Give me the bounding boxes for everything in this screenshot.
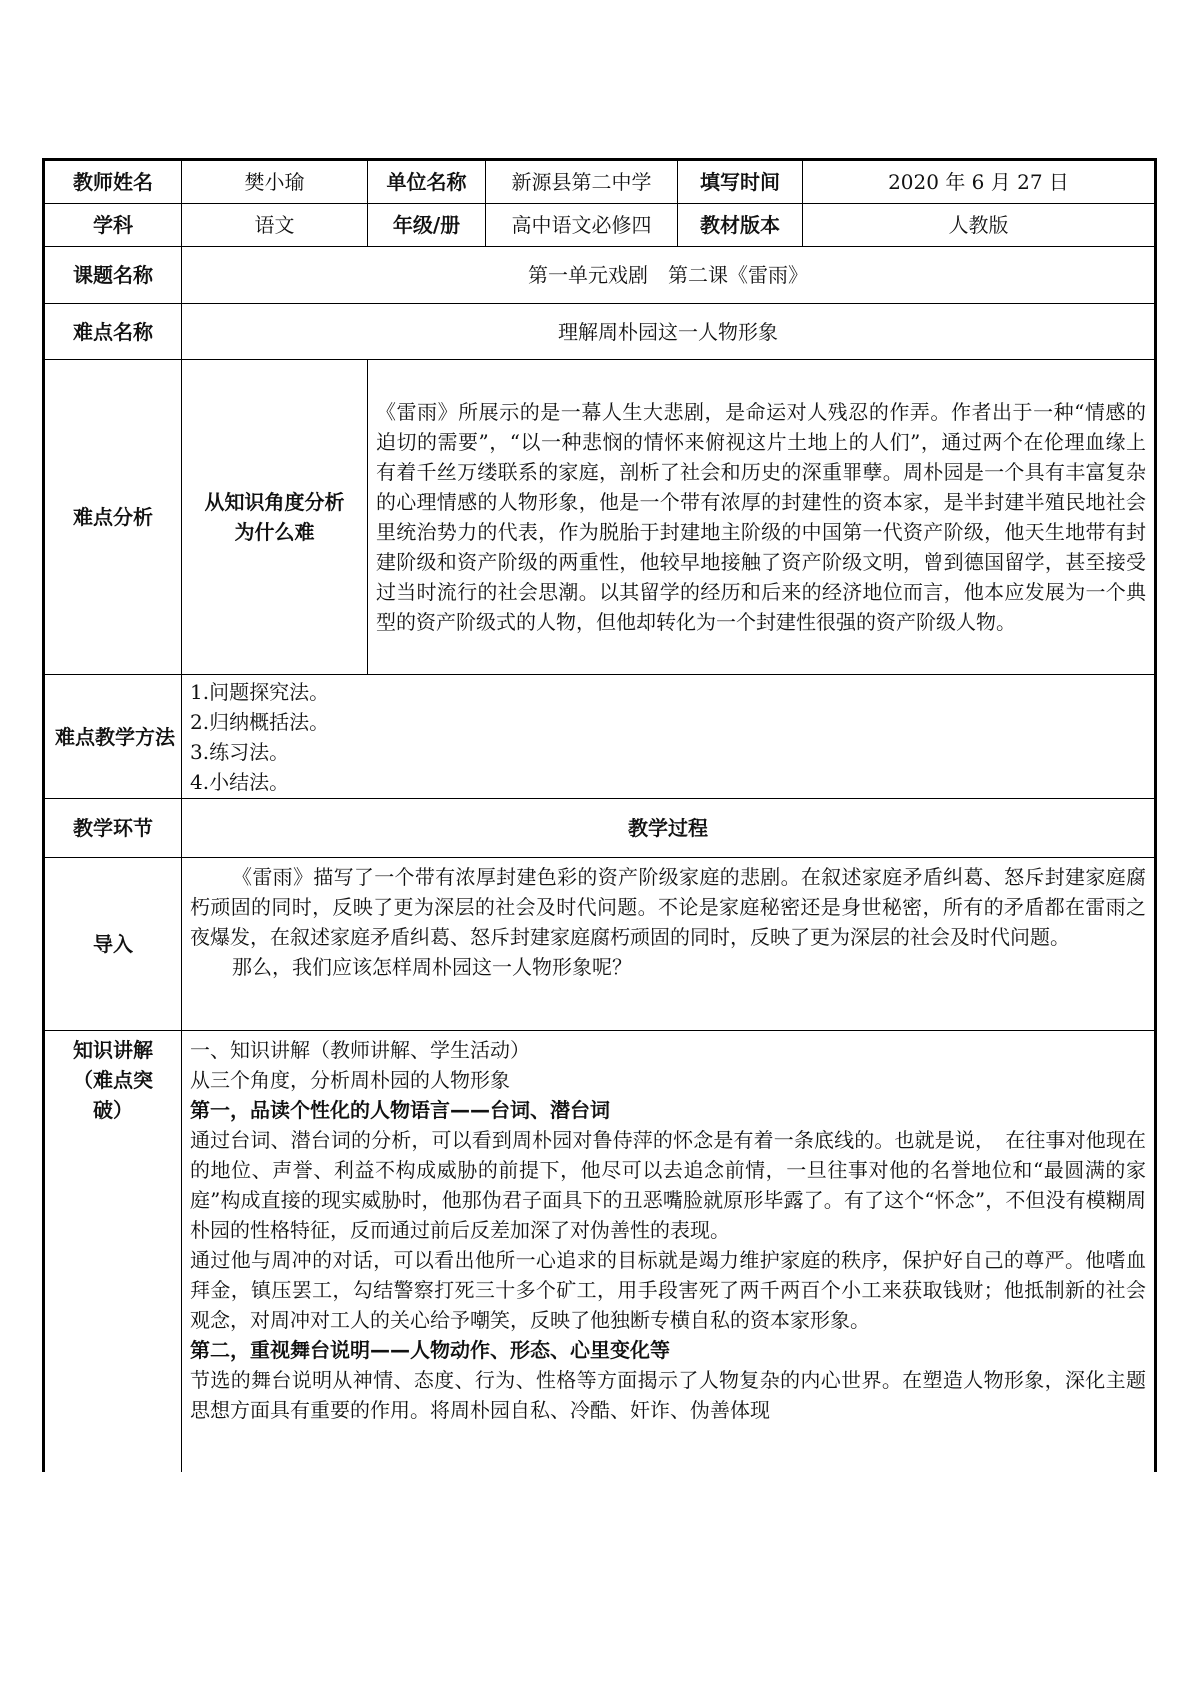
edition-value: 人教版 [803, 204, 1156, 247]
fill-date-value: 2020 年 6 月 27 日 [803, 160, 1156, 204]
analysis-text: 《雷雨》所展示的是一幕人生大悲剧，是命运对人残忍的作弄。作者出于一种“情感的迫切的需要”，“以一种悲悯的情怀来俯视这片土地上的人们”，通过两个在伦理血缘上有着千丝万缕联系的家庭，剖析了社会和历史的深重罪孽。周朴园是一个具有丰富复杂的心理情感的人物形象，他是一个带有浓厚的封建性的资本家，是半封建半殖民地社会里统治势力的代表，作为脱胎于封建地主阶级的中国第一代资产阶级，他天生地带有封建阶级和资产阶级的两重性，他较早地接触了资产阶级文明，曾到德国留学，甚至接受过当时流行的社会思潮。以其留学的经历和后来的经济地位而言，他本应发展为一个典型的资产阶级式的人物，但他却转化为一个封建性很强的资产阶级人物。 [376, 400, 1146, 634]
intro-row [44, 858, 1156, 1031]
intro-paragraph-2: 那么，我们应该怎样周朴园这一人物形象呢？ [232, 955, 632, 979]
topic-row [44, 247, 1156, 304]
methods-list [182, 675, 1156, 799]
subject-value: 语文 [182, 204, 368, 247]
knowledge-heading: 一、知识讲解（教师讲解、学生活动） [190, 1038, 530, 1062]
header-row-1 [44, 160, 1156, 204]
teaching-process-label: 教学过程 [182, 799, 1156, 858]
subject-label: 学科 [44, 204, 182, 247]
analysis-sub-label: 从知识角度分析为什么难 [182, 360, 368, 675]
topic-value: 第一单元戏剧 第二课《雷雨》 [182, 247, 1156, 304]
knowledge-label: 知识讲解（难点突破） [44, 1031, 182, 1472]
topic-label: 课题名称 [44, 247, 182, 304]
section-1-paragraph-2: 通过他与周冲的对话，可以看出他所一心追求的目标就是竭力维护家庭的秩序，保护好自己的尊严。他嗜血拜金，镇压罢工，勾结警察打死三十多个矿工，用手段害死了两千两百个小工来获取钱财；他抵制新的社会观念，对周冲对工人的关心给予嘲笑，反映了他独断专横自私的资本家形象。 [190, 1248, 1146, 1332]
section-1-paragraph-1: 通过台词、潜台词的分析，可以看到周朴园对鲁侍萍的怀念是有着一条底线的。也就是说， 在往事对他现在的地位、声誉、利益不构成威胁的前提下，他尽可以去追念前情，一旦往事对他的名誉地位和“最圆满的家庭”构成直接的现实威胁时，他那伪君子面具下的丑恶嘴脸就原形毕露了。有了这个“怀念”，不但没有模糊周朴园的性格特征，反而通过前后反差加深了对伪善性的表现。 [190, 1128, 1146, 1242]
lesson-plan-table [42, 158, 1157, 1472]
teaching-step-label: 教学环节 [44, 799, 182, 858]
header-row-2 [44, 204, 1156, 247]
methods-row [44, 675, 1156, 799]
unit-name-label: 单位名称 [368, 160, 486, 204]
method-item: 1.问题探究法。 [190, 679, 330, 704]
difficulty-row [44, 304, 1156, 360]
grade-label: 年级/册 [368, 204, 486, 247]
teacher-name-value: 樊小瑜 [182, 160, 368, 204]
knowledge-row [44, 1031, 1156, 1472]
lesson-plan-sheet [42, 158, 1154, 1472]
method-item: 2.归纳概括法。 [190, 709, 330, 734]
section-2-title: 第二，重视舞台说明——人物动作、形态、心里变化等 [190, 1338, 670, 1362]
unit-name-value: 新源县第二中学 [486, 160, 678, 204]
section-2-paragraph-1: 节选的舞台说明从神情、态度、行为、性格等方面揭示了人物复杂的内心世界。在塑造人物形象，深化主题思想方面具有重要的作用。将周朴园自私、冷酷、奸诈、伪善体现 [190, 1368, 1146, 1422]
method-item: 4.小结法。 [190, 769, 290, 794]
intro-content [182, 858, 1156, 1031]
analysis-label: 难点分析 [44, 360, 182, 675]
edition-label: 教材版本 [678, 204, 803, 247]
section-1-title: 第一，品读个性化的人物语言——台词、潜台词 [190, 1098, 610, 1122]
analysis-text-cell [368, 360, 1156, 675]
fill-date-label: 填写时间 [678, 160, 803, 204]
grade-value: 高中语文必修四 [486, 204, 678, 247]
method-item: 3.练习法。 [190, 739, 290, 764]
difficulty-value: 理解周朴园这一人物形象 [182, 304, 1156, 360]
knowledge-content [182, 1031, 1156, 1472]
teacher-name-label: 教师姓名 [44, 160, 182, 204]
analysis-row [44, 360, 1156, 675]
intro-label: 导入 [44, 858, 182, 1031]
methods-label: 难点教学方法 [44, 675, 182, 799]
knowledge-subtitle: 从三个角度，分析周朴园的人物形象 [190, 1068, 510, 1092]
process-header-row [44, 799, 1156, 858]
intro-paragraph-1: 《雷雨》描写了一个带有浓厚封建色彩的资产阶级家庭的悲剧。在叙述家庭矛盾纠葛、怒斥封建家庭腐朽顽固的同时，反映了更为深层的社会及时代问题。不论是家庭秘密还是身世秘密，所有的矛盾都在雷雨之夜爆发，在叙述家庭矛盾纠葛、怒斥封建家庭腐朽顽固的同时，反映了更为深层的社会及时代问题。 [190, 865, 1146, 949]
difficulty-label: 难点名称 [44, 304, 182, 360]
